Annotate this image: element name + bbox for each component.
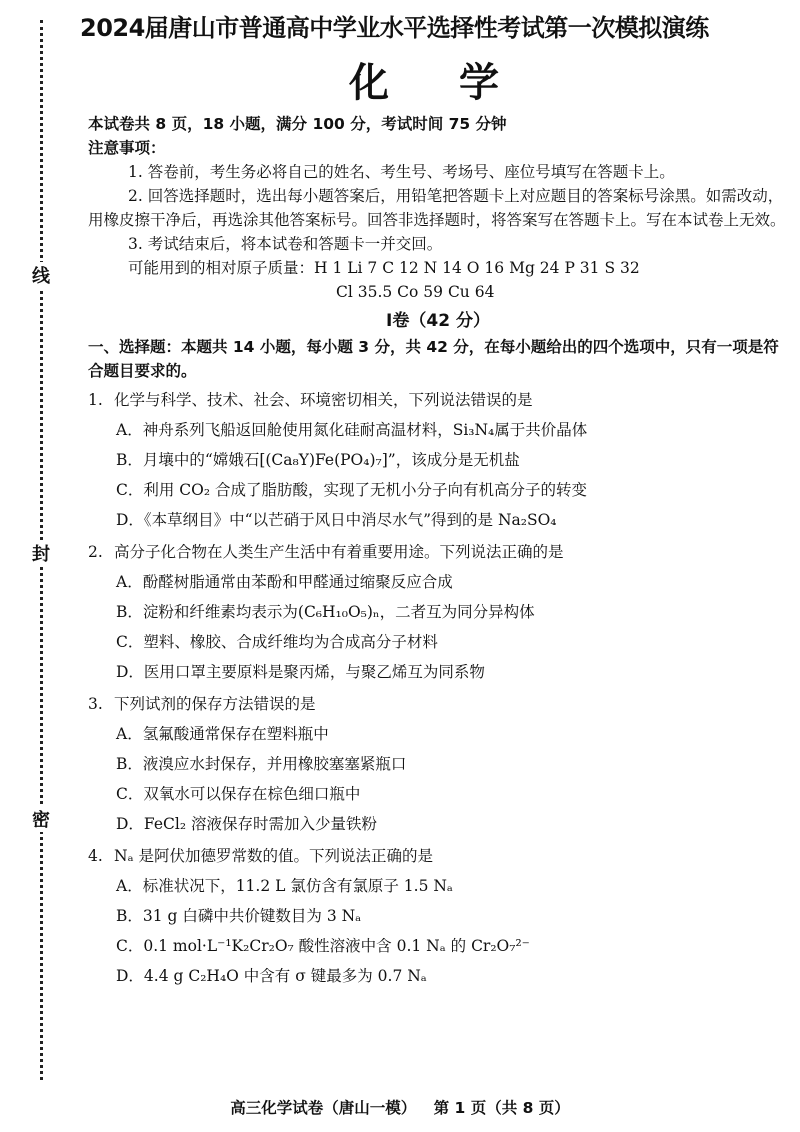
atomic-masses-line-1: [88, 256, 788, 280]
question-2-option-b: B．淀粉和纤维素均表示为(C₆H₁₀O₅)ₙ，二者互为同分异构体: [116, 603, 535, 621]
question-1-stem: [88, 385, 788, 415]
question-2-option-d: D．医用口罩主要原料是聚丙烯，与聚乙烯互为同系物: [116, 663, 485, 681]
question-1-option-a: A．神舟系列飞船返回舱使用氮化硅耐高温材料，Si₃N₄属于共价晶体: [116, 421, 588, 439]
question-3-option-d: D．FeCl₂ 溶液保存时需加入少量铁粉: [116, 815, 377, 833]
notice-item-3: 3. 考试结束后，将本试卷和答题卡一并交回。: [128, 235, 443, 253]
footer-subject: 高三化学试卷（唐山一模）: [230, 1099, 417, 1117]
question-3-stem: [88, 689, 788, 719]
question-2-option-a: A．酚醛树脂通常由苯酚和甲醛通过缩聚反应合成: [116, 573, 453, 591]
exam-title: 2024届唐山市普通高中学业水平选择性考试第一次模拟演练: [80, 14, 709, 42]
question-2-stem: [88, 537, 788, 567]
footer-page-number: 第 1 页（共 8 页）: [433, 1099, 570, 1117]
question-number: 2.: [88, 543, 103, 561]
binding-char-xian: 线: [30, 262, 52, 288]
question-4-option-c: C．0.1 mol·L⁻¹K₂Cr₂O₇ 酸性溶液中含 0.1 Nₐ 的 Cr₂O₇²⁻: [116, 937, 530, 955]
exam-summary: 本试卷共 8 页，18 小题，满分 100 分，考试时间 75 分钟: [88, 115, 507, 133]
page-footer: [0, 1096, 800, 1118]
notice-item-1: 1. 答卷前，考生务必将自己的姓名、考生号、考场号、座位号填写在答题卡上。: [128, 163, 675, 181]
binding-char-feng: 封: [30, 540, 52, 566]
question-4-option-b: B．31 g 白磷中共价键数目为 3 Nₐ: [116, 907, 362, 925]
question-1-option-b: B．月壤中的“嫦娥石[(Ca₈Y)Fe(PO₄)₇]”，该成分是无机盐: [116, 451, 520, 469]
question-text: Nₐ 是阿伏加德罗常数的值。下列说法正确的是: [114, 847, 433, 865]
section-title: 一、选择题：本题共 14 小题，每小题 3 分，共 42 分，在每小题给出的四个选项中，只有一项是符合题目要求的。: [88, 338, 779, 380]
question-3-option-c: C．双氧水可以保存在棕色细口瓶中: [116, 785, 361, 803]
question-number: 3.: [88, 695, 103, 713]
atomic-masses-line-2: Cl 35.5 Co 59 Cu 64: [336, 283, 495, 301]
question-number: 4.: [88, 847, 103, 865]
subject-title: 化 学: [349, 60, 527, 106]
part-heading: Ⅰ卷（42 分）: [386, 311, 490, 331]
question-2-option-c: C．塑料、橡胶、合成纤维均为合成高分子材料: [116, 633, 438, 651]
question-text: 下列试剂的保存方法错误的是: [114, 695, 316, 713]
notice-item-2: 2. 回答选择题时，选出每小题答案后，用铅笔把答题卡上对应题目的答案标号涂黑。如需改动，用橡皮擦干净后，再选涂其他答案标号。回答非选择题时，将答案写在答题卡上。写在本试卷上无效。: [88, 187, 786, 229]
question-4-option-d: D．4.4 g C₂H₄O 中含有 σ 键最多为 0.7 Nₐ: [116, 967, 427, 985]
question-1-option-c: C．利用 CO₂ 合成了脂肪酸，实现了无机小分子向有机高分子的转变: [116, 481, 587, 499]
atomic-masses-label: 可能用到的相对原子质量：: [128, 259, 315, 277]
question-text: 高分子化合物在人类生产生活中有着重要用途。下列说法正确的是: [114, 543, 564, 561]
question-4-option-a: A．标准状况下，11.2 L 氯仿含有氯原子 1.5 Nₐ: [116, 877, 453, 895]
question-3-option-a: A．氢氟酸通常保存在塑料瓶中: [116, 725, 329, 743]
question-number: 1.: [88, 391, 103, 409]
question-3-option-b: B．液溴应水封保存，并用橡胶塞塞紧瓶口: [116, 755, 407, 773]
question-text: 化学与科学、技术、社会、环境密切相关，下列说法错误的是: [114, 391, 533, 409]
binding-char-mi: 密: [30, 806, 52, 832]
question-4-stem: [88, 841, 788, 871]
notice-heading: 注意事项：: [88, 139, 166, 157]
atomic-masses-values-1: H 1 Li 7 C 12 N 14 O 16 Mg 24 P 31 S 32: [314, 259, 640, 277]
exam-page: [80, 8, 788, 991]
question-1-option-d: D．《本草纲目》中“以芒硝于风日中消尽水气”得到的是 Na₂SO₄: [116, 511, 557, 529]
